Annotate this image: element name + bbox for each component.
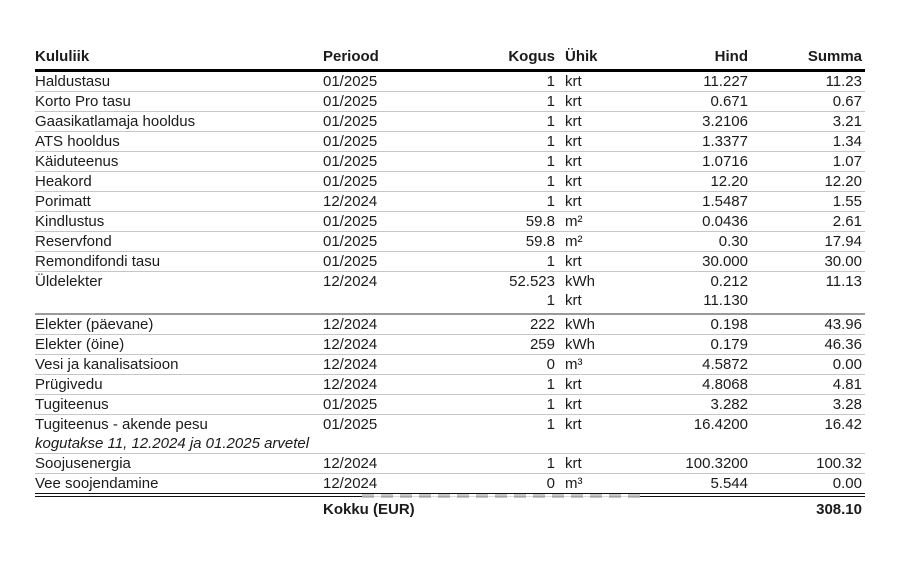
cell-summa: 2.61 bbox=[748, 212, 865, 232]
cell-kululiik: Prügivedu bbox=[35, 375, 323, 395]
invoice-cost-table-page bbox=[0, 46, 920, 588]
cell-kululiik: Korto Pro tasu bbox=[35, 92, 323, 112]
cell-periood: 01/2025 bbox=[323, 152, 505, 172]
cell-yhik: kWh bbox=[565, 273, 595, 290]
cell-summa: 46.36 bbox=[748, 335, 865, 355]
cell-kululiik bbox=[35, 291, 323, 314]
cell-kogus: 1 bbox=[505, 395, 555, 415]
table-row bbox=[35, 232, 865, 252]
table-row-note bbox=[35, 434, 865, 454]
col-header-kululiik: Kululiik bbox=[35, 46, 323, 71]
table-row bbox=[35, 152, 865, 172]
cell-empty bbox=[505, 495, 555, 519]
cell-yhik: krt bbox=[555, 71, 643, 92]
cell-hind: 0.198 bbox=[643, 314, 748, 335]
table-row bbox=[35, 454, 865, 474]
cell-yhik: krt bbox=[555, 375, 643, 395]
cell-note: kogutakse 11, 12.2024 ja 01.2025 arvetel bbox=[35, 434, 865, 454]
cell-kululiik: Gaasikatlamaja hooldus bbox=[35, 112, 323, 132]
cell-yhik: krt bbox=[555, 454, 643, 474]
col-header-periood: Periood bbox=[323, 46, 505, 71]
cell-kululiik: Elekter (päevane) bbox=[35, 314, 323, 335]
total-label: Kokku (EUR) bbox=[323, 501, 415, 518]
cell-periood: 12/2024 bbox=[323, 454, 505, 474]
table-row bbox=[35, 192, 865, 212]
cell-summa: 11.13 bbox=[825, 273, 862, 290]
cell-hind: 3.2106 bbox=[643, 112, 748, 132]
table-total-row bbox=[35, 495, 865, 519]
cell-summa: 3.21 bbox=[748, 112, 865, 132]
cell-yhik: krt bbox=[555, 112, 643, 132]
cell-kululiik: Heakord bbox=[35, 172, 323, 192]
cell-kogus: 1 bbox=[505, 252, 555, 272]
cell-periood: 01/2025 bbox=[323, 212, 505, 232]
cell-periood: 01/2025 bbox=[323, 416, 378, 433]
cell-periood: 12/2024 bbox=[323, 314, 505, 335]
table-row bbox=[35, 314, 865, 335]
cell-kululiik: Haldustasu bbox=[35, 71, 323, 92]
cell-yhik: krt bbox=[555, 152, 643, 172]
cell-kogus: 1 bbox=[505, 71, 555, 92]
cell-kogus: 1 bbox=[505, 112, 555, 132]
table-row bbox=[35, 395, 865, 415]
cell-kogus: 1 bbox=[505, 132, 555, 152]
cell-periood: 12/2024 bbox=[323, 192, 505, 212]
cell-hind: 1.3377 bbox=[643, 132, 748, 152]
cell-summa: 17.94 bbox=[748, 232, 865, 252]
table-row-tugiteenus-akende-pesu bbox=[35, 415, 865, 435]
cell-periood: 12/2024 bbox=[323, 335, 505, 355]
cell-kogus: 0 bbox=[505, 355, 555, 375]
cell-kogus: 59.8 bbox=[505, 212, 555, 232]
cell-kululiik: Remondifondi tasu bbox=[35, 252, 323, 272]
cell-kululiik: Vesi ja kanalisatsioon bbox=[35, 355, 323, 375]
cell-yhik: krt bbox=[555, 92, 643, 112]
cell-hind: 12.20 bbox=[643, 172, 748, 192]
cell-kululiik: ATS hooldus bbox=[35, 132, 323, 152]
table-row-uldelekter-line1 bbox=[35, 272, 865, 292]
cell-hind: 11.227 bbox=[643, 71, 748, 92]
total-value: 308.10 bbox=[816, 501, 862, 518]
cell-yhik: krt bbox=[555, 291, 643, 314]
cell-periood: 01/2025 bbox=[323, 395, 505, 415]
cell-summa: 3.28 bbox=[748, 395, 865, 415]
table-row bbox=[35, 132, 865, 152]
cell-periood: 01/2025 bbox=[323, 112, 505, 132]
cell-kululiik: Reservfond bbox=[35, 232, 323, 252]
table-row bbox=[35, 252, 865, 272]
cell-kululiik: Üldelekter bbox=[35, 273, 103, 290]
cell-hind: 0.212 bbox=[710, 273, 748, 290]
cell-hind: 0.30 bbox=[643, 232, 748, 252]
cell-periood: 01/2025 bbox=[323, 172, 505, 192]
cell-kogus: 59.8 bbox=[505, 232, 555, 252]
cell-yhik: kWh bbox=[555, 335, 643, 355]
cell-yhik: krt bbox=[555, 132, 643, 152]
cell-kogus: 1 bbox=[505, 92, 555, 112]
cell-yhik: krt bbox=[555, 192, 643, 212]
table-row bbox=[35, 335, 865, 355]
cell-summa bbox=[748, 291, 865, 314]
cell-periood: 12/2024 bbox=[323, 355, 505, 375]
cell-summa: 16.42 bbox=[824, 416, 862, 433]
cell-periood: 01/2025 bbox=[323, 132, 505, 152]
cell-summa: 0.67 bbox=[748, 92, 865, 112]
col-header-kogus: Kogus bbox=[505, 46, 555, 71]
table-row bbox=[35, 212, 865, 232]
cell-summa: 0.00 bbox=[748, 355, 865, 375]
col-header-yhik: Ühik bbox=[555, 46, 643, 71]
cell-yhik: m² bbox=[555, 232, 643, 252]
watermark-dashes bbox=[362, 494, 640, 498]
cell-summa: 11.23 bbox=[748, 71, 865, 92]
cell-kogus: 52.523 bbox=[509, 273, 555, 290]
cell-kogus: 1 bbox=[505, 375, 555, 395]
cell-hind: 30.000 bbox=[643, 252, 748, 272]
cost-table bbox=[35, 46, 865, 519]
cell-kogus: 259 bbox=[505, 335, 555, 355]
cell-yhik: krt bbox=[555, 395, 643, 415]
table-row bbox=[35, 71, 865, 92]
cell-periood: 01/2025 bbox=[323, 232, 505, 252]
cell-kululiik: Tugiteenus - akende pesu bbox=[35, 416, 208, 433]
cell-summa: 43.96 bbox=[748, 314, 865, 335]
cell-hind: 0.671 bbox=[643, 92, 748, 112]
cell-yhik: m² bbox=[555, 212, 643, 232]
cell-summa: 1.34 bbox=[748, 132, 865, 152]
cell-periood bbox=[323, 291, 505, 314]
cell-summa: 1.07 bbox=[748, 152, 865, 172]
cell-hind: 0.179 bbox=[643, 335, 748, 355]
col-header-summa: Summa bbox=[748, 46, 865, 71]
cell-hind: 4.8068 bbox=[643, 375, 748, 395]
cell-kogus: 1 bbox=[505, 192, 555, 212]
cell-kululiik: Elekter (öine) bbox=[35, 335, 323, 355]
cell-kogus: 222 bbox=[505, 314, 555, 335]
cell-hind: 0.0436 bbox=[643, 212, 748, 232]
cell-yhik: m³ bbox=[555, 474, 643, 496]
col-header-hind: Hind bbox=[643, 46, 748, 71]
cell-hind: 3.282 bbox=[643, 395, 748, 415]
cell-summa: 1.55 bbox=[748, 192, 865, 212]
cell-yhik: krt bbox=[565, 416, 582, 433]
cell-empty bbox=[35, 495, 323, 519]
cell-hind: 16.4200 bbox=[693, 416, 748, 433]
cell-kululiik: Kindlustus bbox=[35, 212, 323, 232]
cell-periood: 01/2025 bbox=[323, 252, 505, 272]
cell-yhik: krt bbox=[555, 172, 643, 192]
cell-yhik: kWh bbox=[555, 314, 643, 335]
cell-summa: 100.32 bbox=[748, 454, 865, 474]
cell-kogus: 1 bbox=[505, 454, 555, 474]
cell-kululiik: Soojusenergia bbox=[35, 454, 323, 474]
cell-hind: 5.544 bbox=[643, 474, 748, 496]
cell-periood: 12/2024 bbox=[323, 273, 378, 290]
cell-kululiik: Käiduteenus bbox=[35, 152, 323, 172]
cell-summa: 12.20 bbox=[748, 172, 865, 192]
table-header-row bbox=[35, 46, 865, 71]
cell-kululiik: Tugiteenus bbox=[35, 395, 323, 415]
table-row bbox=[35, 112, 865, 132]
cell-kogus: 1 bbox=[546, 416, 555, 433]
cell-periood: 01/2025 bbox=[323, 92, 505, 112]
cell-kululiik: Vee soojendamine bbox=[35, 474, 323, 496]
cell-kululiik: Porimatt bbox=[35, 192, 323, 212]
cell-hind: 100.3200 bbox=[643, 454, 748, 474]
cell-summa: 30.00 bbox=[748, 252, 865, 272]
cell-yhik: krt bbox=[555, 252, 643, 272]
cell-yhik: m³ bbox=[555, 355, 643, 375]
cell-empty bbox=[643, 495, 748, 519]
cell-empty bbox=[555, 495, 643, 519]
table-row bbox=[35, 92, 865, 112]
cell-hind: 1.5487 bbox=[643, 192, 748, 212]
table-row bbox=[35, 355, 865, 375]
table-row bbox=[35, 474, 865, 496]
cell-kogus: 0 bbox=[505, 474, 555, 496]
cell-hind: 11.130 bbox=[643, 291, 748, 314]
cell-kogus: 1 bbox=[505, 172, 555, 192]
table-row bbox=[35, 375, 865, 395]
table-row bbox=[35, 172, 865, 192]
cell-kogus: 1 bbox=[505, 291, 555, 314]
cell-kogus: 1 bbox=[505, 152, 555, 172]
cell-hind: 4.5872 bbox=[643, 355, 748, 375]
cell-periood: 01/2025 bbox=[323, 71, 505, 92]
cell-summa: 4.81 bbox=[748, 375, 865, 395]
cell-hind: 1.0716 bbox=[643, 152, 748, 172]
table-row-uldelekter-line2 bbox=[35, 291, 865, 314]
cell-periood: 12/2024 bbox=[323, 474, 505, 496]
cell-summa: 0.00 bbox=[748, 474, 865, 496]
cell-periood: 12/2024 bbox=[323, 375, 505, 395]
